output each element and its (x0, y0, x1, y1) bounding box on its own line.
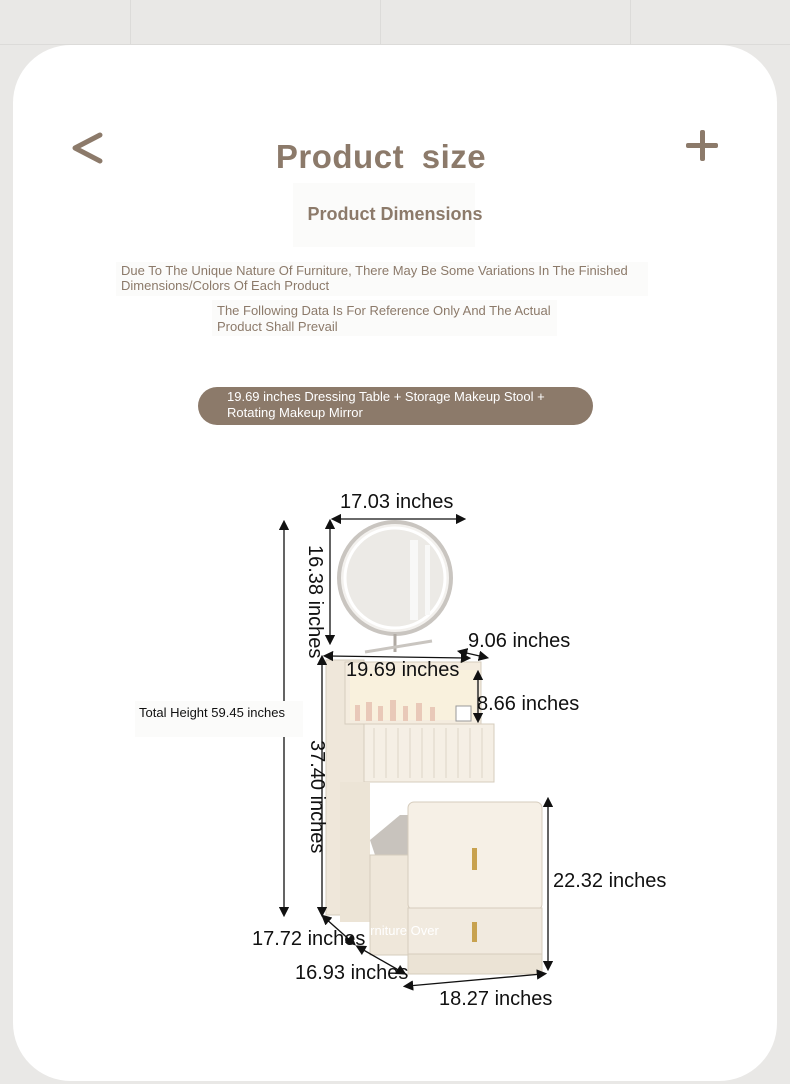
mirror-width-label: 17.03 inches (340, 491, 454, 513)
base-depth-label: 17.72 inches (252, 928, 366, 950)
table-width-label: 19.69 inches (346, 659, 460, 681)
storage-stool (370, 802, 542, 974)
variation-note: Due To The Unique Nature Of Furniture, There May Be Some Variations In The Finished Dimensions/Colors Of Each Product (121, 263, 628, 293)
total-height-label: Total Height 59.45 inches (139, 705, 285, 720)
stool-height-label: 22.32 inches (553, 870, 667, 892)
product-label-pill: 19.69 inches Dressing Table + Storage Makeup Stool + Rotating Makeup Mirror (198, 387, 593, 425)
reference-note: The Following Data Is For Reference Only And The Actual Product Shall Prevail (217, 303, 551, 334)
stool-depth-label: 16.93 inches (295, 962, 409, 984)
watermark: Furniture Over (355, 923, 439, 938)
stool-width-label: 18.27 inches (439, 988, 553, 1010)
page-title: Product size (275, 138, 487, 175)
shelf-height-label: 8.66 inches (477, 693, 580, 715)
section-subtitle: Product Dimensions (307, 204, 483, 224)
top-depth-label: 9.06 inches (468, 630, 571, 652)
mirror (339, 522, 451, 652)
mirror-height-label: 16.38 inches (304, 545, 326, 659)
body-height-label: 37.40 inches (306, 740, 328, 854)
